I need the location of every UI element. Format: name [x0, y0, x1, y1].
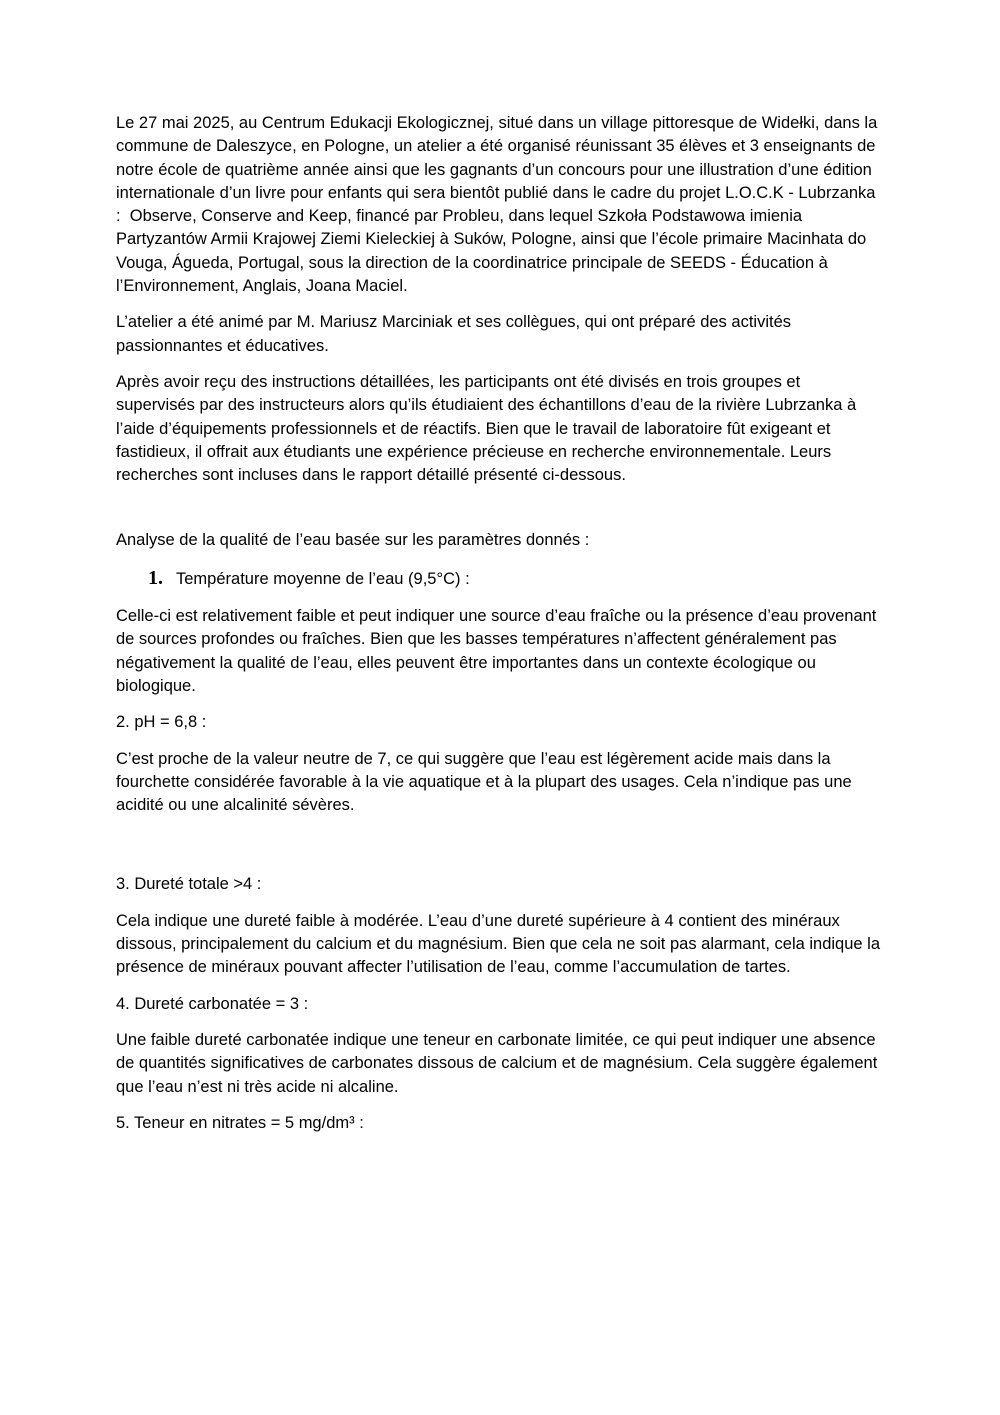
- analysis-item-3-label: 3. Dureté totale >4 :: [116, 875, 262, 894]
- analysis-item-1-number: 1.: [148, 566, 163, 589]
- analysis-item-4-label: 4. Dureté carbonatée = 3 :: [116, 994, 309, 1013]
- analysis-item-3-body: Cela indique une dureté faible à modérée. L’eau d’une dureté supérieure à 4 contient des minéraux dissous, principalement du calcium et du magnésium. Bien que cela ne soit pas alarmant, cela indique la présence de minéraux pouvant affecter l’utilisation de l’eau, comme l’accumulation de tartes.: [116, 911, 885, 977]
- analysis-item-2-label: 2. pH = 6,8 :: [116, 713, 207, 732]
- intro-paragraph-1: Le 27 mai 2025, au Centrum Edukacji Ekologicznej, situé dans un village pittoresque de Widełki, dans la commune de Daleszyce, en Pologne, un atelier a été organisé réunissant 35 élèves et 3 enseignants de notre école de quatrième année ainsi que les gagnants d’un concours pour une illustration d’une édition internationale d’un livre pour enfants qui sera bientôt publié dans le cadre du projet L.O.C.K - Lubrzanka : Observe, Conserve and Keep, financé par Probleu, dans lequel Szkoła Podstawowa imienia Partyzantów Armii Krajowej Ziemi Kieleckiej à Suków, Pologne, ainsi que l’école primaire Macinhata do Vouga, Águeda, Portugal, sous la direction de la coordinatrice principale de SEEDS - Éducation à l’Environnement, Anglais, Joana Maciel.: [116, 114, 882, 296]
- analysis-item-1: [116, 567, 882, 591]
- intro-paragraph-2: L’atelier a été animé par M. Mariusz Marciniak et ses collègues, qui ont préparé des activités passionnantes et éducatives.: [116, 313, 796, 355]
- analysis-item-4-body: Une faible dureté carbonatée indique une teneur en carbonate limitée, ce qui peut indiquer une absence de quantités significatives de carbonates dissous de calcium et de magnésium. Cela suggère également que l’eau n’est ni très acide ni alcaline.: [116, 1030, 882, 1096]
- analysis-item-1-label: Température moyenne de l’eau (9,5°C) :: [176, 569, 470, 588]
- analysis-item-2-body: C’est proche de la valeur neutre de 7, ce qui suggère que l’eau est légèrement acide mais dans la fourchette considérée favorable à la vie aquatique et à la plupart des usages. Cela n’indique pas une acidité ou une alcalinité sévères.: [116, 749, 857, 815]
- analysis-item-5-label: 5. Teneur en nitrates = 5 mg/dm³ :: [116, 1113, 364, 1132]
- document-content: [116, 112, 885, 1148]
- intro-paragraph-3: Après avoir reçu des instructions détaillées, les participants ont été divisés en trois groupes et supervisés par des instructeurs alors qu’ils étudiaient des échantillons d’eau de la rivière Lubrzanka à l’aide d’équipements professionnels et de réactifs. Bien que le travail de laboratoire fût exigeant et fastidieux, il offrait aux étudiants une expérience précieuse en recherche environnementale. Leurs recherches sont incluses dans le rapport détaillé présenté ci-dessous.: [116, 372, 861, 485]
- analysis-item-1-body: Celle-ci est relativement faible et peut indiquer une source d’eau fraîche ou la présence d’eau provenant de sources profondes ou fraîches. Bien que les basses températures n’affectent généralement pas négativement la qualité de l’eau, elles peuvent être importantes dans un contexte écologique ou biologique.: [116, 607, 881, 695]
- analysis-heading: Analyse de la qualité de l’eau basée sur les paramètres donnés :: [116, 531, 590, 550]
